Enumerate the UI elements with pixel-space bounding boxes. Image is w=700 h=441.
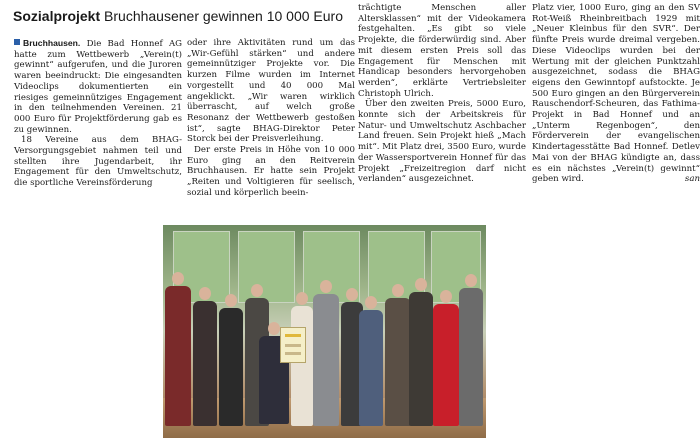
- article-paragraph: trächtigte Menschen aller Altersklassen“ mit der Videokamera festgehalten. „Es gibt so viele Projekte, die förderwürdig sind. Aber mit diesem ersten Preis soll das Engagement für Menschen mit Handicap besonders hervorgehoben werden“, erklärte Vertriebsleiter Christoph Ulrich.: [358, 3, 526, 99]
- photo-person: [165, 286, 191, 426]
- article-title: Bruchhausener gewinnen 10 000 Euro: [104, 8, 343, 24]
- paragraph-text: Platz vier, 1000 Euro, ging an den SV Rot-Weiß Rheinbreitbach 1929 mit „Neuer Kleinbus für den SVR“. Der fünfte Preis wurde dreimal vergeben. Diese Videoclips wurden bei der Wertung mit der gleichen Punktzahl ausgezeichnet, sodass die BHAG eigens den Gewinntopf aufstockte. Je 500 Euro gingen an den Bürgerverein Rauschendorf-Scheuren, das Fathima-Projekt in Bad Honnef und an „Unterm Regenbogen“, den Förderverein der evangelischen Kindertagesstätte Bad Honnef. Detlev Mai von der BHAG kündigte an, dass es ein nächstes „Verein(t) gewinnt“ geben wird.: [532, 3, 700, 185]
- article-headline: [13, 8, 353, 28]
- photo-person: [409, 292, 433, 426]
- article-column-2: [187, 38, 355, 199]
- photo-person: [219, 308, 243, 426]
- article-paragraph: oder ihre Aktivitäten rund um das „Wir-Gefühl stärken“ und andere gemeinnütziger Projekte vor. Die kurzen Filme wurden im Internet vorgestellt und 40 000 Mal angeklickt. „Wir waren wirklich überrascht, auf welch große Resonanz der Wettbewerb gestoßen ist“, sagte BHAG-Direktor Peter Storck bei der Preisverleihung.: [187, 38, 355, 145]
- dateline: Bruchhausen.: [23, 38, 81, 48]
- photo-person: [313, 294, 339, 426]
- article-column-4: [532, 3, 700, 185]
- article-kicker: Sozialprojekt: [13, 8, 101, 24]
- group-photo: [163, 225, 486, 438]
- photo-person: [359, 310, 383, 426]
- article-paragraph: Über den zweiten Preis, 5000 Euro, konnte sich der Arbeitskreis für Natur- und Umweltschutz Aschbacher Land freuen. Sein Projekt hieß „Mach mit“. Mit Platz drei, 3500 Euro, wurde der Wassersportverein Honnef für das Projekt „Freizeitregion darf nicht verlanden“ ausgezeichnet.: [358, 99, 526, 185]
- article-column-1: [14, 38, 182, 189]
- section-marker-icon: [14, 39, 20, 45]
- photo-person: [385, 298, 411, 426]
- article-paragraph: [14, 38, 182, 135]
- photo-window: [238, 231, 295, 303]
- article-paragraph: Der erste Preis in Höhe von 10 000 Euro ging an den Reitverein Bruchhausen. Er hatte sein Projekt „Reiten und Voltigieren für seelisch, sozial und körperlich beein-: [187, 145, 355, 198]
- photo-person: [193, 301, 217, 426]
- article-paragraph: [532, 3, 700, 185]
- article-paragraph: 18 Vereine aus dem BHAG-Versorgungsgebiet nahmen teil und stellten ihre Jugendarbeit, ihr Engagement für den Umweltschutz, die sportliche Vereinsförderung: [14, 135, 182, 189]
- article-column-3: [358, 3, 526, 185]
- photo-person: [291, 306, 313, 426]
- photo-person: [433, 304, 459, 426]
- paragraph-text: Die Bad Honnef AG hatte zum Wettbewerb „Verein(t) gewinnt“ aufgerufen, und die Juroren waren beeindruckt: Die eingesandten Videoclips dokumentierten ein riesiges gemeinnütziges Engagement in den teilnehmenden Vereinen. 21 000 Euro für Projektförderung gab es zu gewinnen.: [14, 39, 183, 135]
- photo-person: [459, 288, 483, 426]
- author-signature: san: [684, 174, 700, 185]
- prize-sign: [280, 327, 306, 363]
